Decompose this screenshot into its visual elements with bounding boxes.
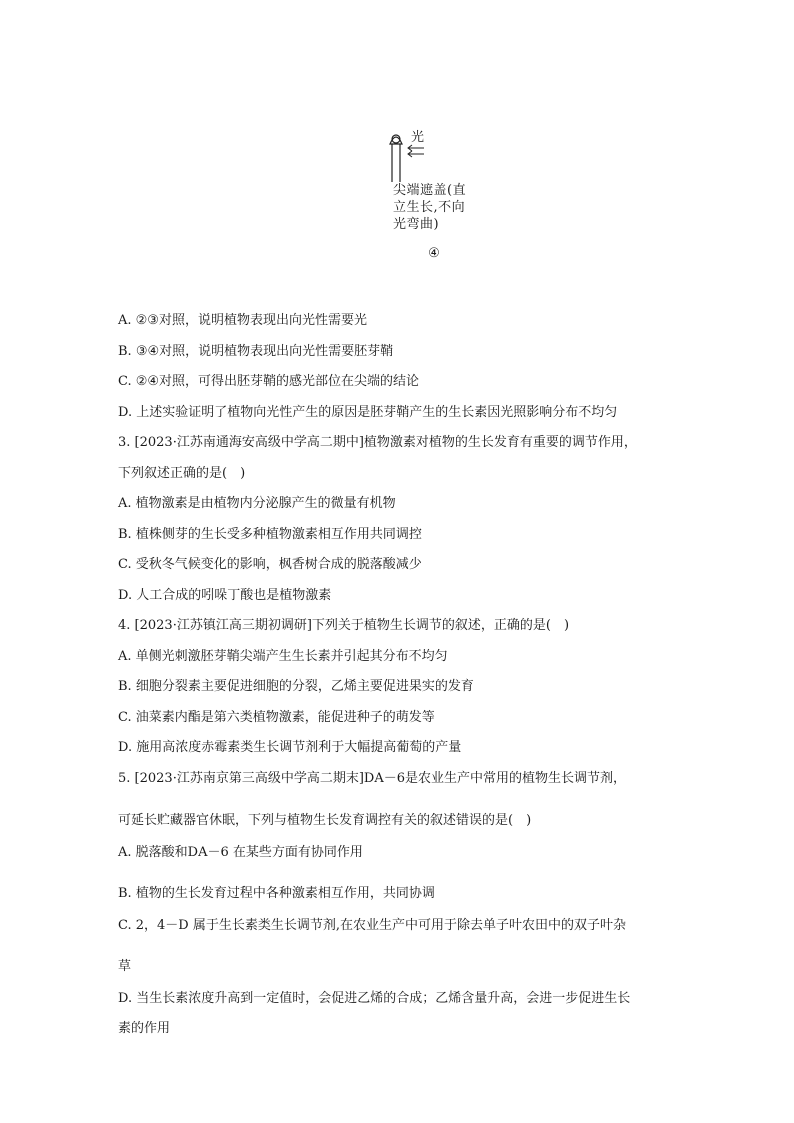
option-line: D. 人工合成的吲哚丁酸也是植物激素	[118, 588, 332, 603]
figure-number: ④	[428, 246, 440, 261]
option-line: D. 上述实验证明了植物向光性产生的原因是胚芽鞘产生的生长素因光照影响分布不均匀	[118, 405, 618, 420]
option-line: 素的作用	[118, 1021, 171, 1036]
figure-caption: 尖端遮盖(直 立生长,不向 光弯曲)	[393, 183, 467, 232]
option-line: D. 当生长素浓度升高到一定值时，会促进乙烯的合成；乙烯含量升高，会进一步促进生长	[118, 991, 631, 1006]
option-line: C. 受秋冬气候变化的影响，枫香树合成的脱落酸减少	[118, 557, 422, 572]
coleoptile-diagram	[384, 126, 474, 186]
question-line: 4. [2023·江苏镇江高三期初调研]下列关于植物生长调节的叙述，正确的是( )	[118, 618, 570, 633]
option-line: B. 植株侧芽的生长受多种植物激素相互作用共同调控	[118, 527, 422, 542]
option-line: C. 油菜素内酯是第六类植物激素，能促进种子的萌发等	[118, 710, 435, 725]
option-line: B. 细胞分裂素主要促进细胞的分裂，乙烯主要促进果实的发育	[118, 679, 474, 694]
question-line: 3. [2023·江苏南通海安高级中学高二期中]植物激素对植物的生长发育有重要的调节作用，	[118, 435, 637, 450]
question-line: 5. [2023·江苏南京第三高级中学高二期末]DA－6是农业生产中常用的植物生长调节剂，	[118, 771, 626, 786]
option-line: C. 2，4－D 属于生长素类生长调节剂,在农业生产中可用于除去单子叶农田中的双子叶杂	[118, 918, 626, 933]
option-line: D. 施用高浓度赤霉素类生长调节剂利于大幅提高葡萄的产量	[118, 740, 462, 755]
light-label: 光	[411, 130, 425, 145]
option-line: A. 单侧光刺激胚芽鞘尖端产生生长素并引起其分布不均匀	[118, 649, 448, 664]
option-line: B. ③④对照，说明植物表现出向光性需要胚芽鞘	[118, 344, 394, 359]
option-line: C. ②④对照，可得出胚芽鞘的感光部位在尖端的结论	[118, 374, 420, 389]
option-line: A. ②③对照，说明植物表现出向光性需要光	[118, 313, 367, 328]
question-line: 可延长贮藏器官休眠，下列与植物生长发育调控有关的叙述错误的是( )	[118, 813, 532, 828]
option-line: 草	[118, 959, 132, 974]
option-line: A. 植物激素是由植物内分泌腺产生的微量有机物	[118, 496, 396, 511]
question-line: 下列叙述正确的是( )	[118, 466, 246, 481]
option-line: A. 脱落酸和DA－6 在某些方面有协同作用	[118, 845, 363, 860]
experiment-figure	[384, 126, 474, 266]
option-line: B. 植物的生长发育过程中各种激素相互作用，共同协调	[118, 886, 435, 901]
